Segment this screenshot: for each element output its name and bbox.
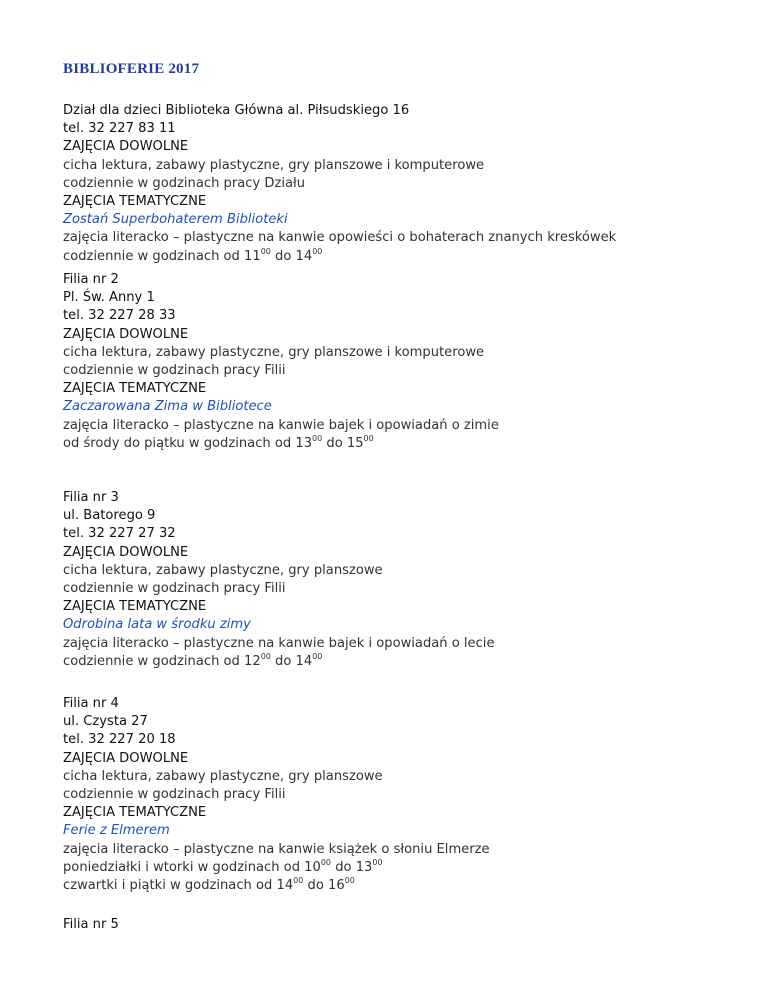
free-activities-hours: codziennie w godzinach pracy Filii (63, 787, 286, 803)
free-activities-label: ZAJĘCIA DOWOLNE (63, 139, 189, 155)
theme-description: zajęcia literacko – plastyczne na kanwie opowieści o bohaterach znanych kreskówek (63, 230, 617, 246)
theme-activities-label: ZAJĘCIA TEMATYCZNE (63, 599, 207, 615)
free-activities-hours: codziennie w godzinach pracy Filii (63, 363, 286, 379)
free-activities-text: cicha lektura, zabawy plastyczne, gry planszowe i komputerowe (63, 344, 485, 360)
free-activities-hours: codziennie w godzinach pracy Filii (63, 581, 286, 597)
theme-description: zajęcia literacko – plastyczne na kanwie książek o słoniu Elmerze (63, 841, 490, 857)
theme-activities-label: ZAJĘCIA TEMATYCZNE (63, 381, 207, 397)
free-activities-text: cicha lektura, zabawy plastyczne, gry planszowe (63, 562, 383, 578)
free-activities-label: ZAJĘCIA DOWOLNE (63, 750, 189, 766)
schedule-line: czwartki i piątki w godzinach od $14^{00}$ do $16^{00}$ (63, 876, 355, 894)
schedule-line: codziennie w godzinach od $11^{00}$ do $14^{00}$ (63, 246, 323, 264)
section-filia-3 (63, 489, 495, 671)
schedule-line: poniedziałki i wtorki w godzinach od $10^{00}$ do $13^{00}$ (63, 857, 383, 875)
section-heading: Filia nr 3 (63, 490, 119, 505)
section-main-library (63, 102, 616, 266)
theme-title: Zostań Superbohaterem Biblioteki (63, 212, 288, 228)
section-heading: Dział dla dzieci Biblioteka Główna al. Piłsudskiego 16 (63, 103, 410, 118)
free-activities-label: ZAJĘCIA DOWOLNE (63, 326, 189, 342)
section-address: ul. Batorego 9 (63, 508, 156, 524)
theme-title: Zaczarowana Zima w Bibliotece (63, 399, 272, 415)
schedule-line: od środy do piątku w godzinach od $13^{00}$ do $15^{00}$ (63, 433, 374, 451)
free-activities-text: cicha lektura, zabawy plastyczne, gry planszowe i komputerowe (63, 157, 485, 173)
section-heading: Filia nr 2 (63, 272, 119, 287)
document-title: BIBLIOFERIE 2017 (63, 61, 200, 77)
theme-title: Ferie z Elmerem (63, 823, 170, 839)
section-address: ul. Czysta 27 (63, 714, 148, 730)
theme-activities-label: ZAJĘCIA TEMATYCZNE (63, 805, 207, 821)
section-phone: tel. 32 227 28 33 (63, 308, 176, 324)
theme-description: zajęcia literacko – plastyczne na kanwie bajek i opowiadań o zimie (63, 417, 499, 433)
theme-title: Odrobina lata w środku zimy (63, 617, 251, 633)
section-phone: tel. 32 227 20 18 (63, 732, 176, 748)
section-heading: Filia nr 5 (63, 917, 119, 932)
section-heading: Filia nr 4 (63, 696, 119, 711)
section-filia-4 (63, 695, 490, 895)
free-activities-text: cicha lektura, zabawy plastyczne, gry planszowe (63, 768, 383, 784)
schedule-line: codziennie w godzinach od $12^{00}$ do $14^{00}$ (63, 651, 323, 669)
section-filia-5 (63, 916, 119, 934)
theme-description: zajęcia literacko – plastyczne na kanwie bajek i opowiadań o lecie (63, 635, 495, 651)
free-activities-hours: codziennie w godzinach pracy Działu (63, 175, 306, 191)
section-phone: tel. 32 227 27 32 (63, 526, 176, 542)
section-filia-2 (63, 271, 499, 453)
free-activities-label: ZAJĘCIA DOWOLNE (63, 544, 189, 560)
section-phone: tel. 32 227 83 11 (63, 121, 176, 137)
section-address: Pl. Św. Anny 1 (63, 290, 155, 306)
theme-activities-label: ZAJĘCIA TEMATYCZNE (63, 194, 207, 210)
